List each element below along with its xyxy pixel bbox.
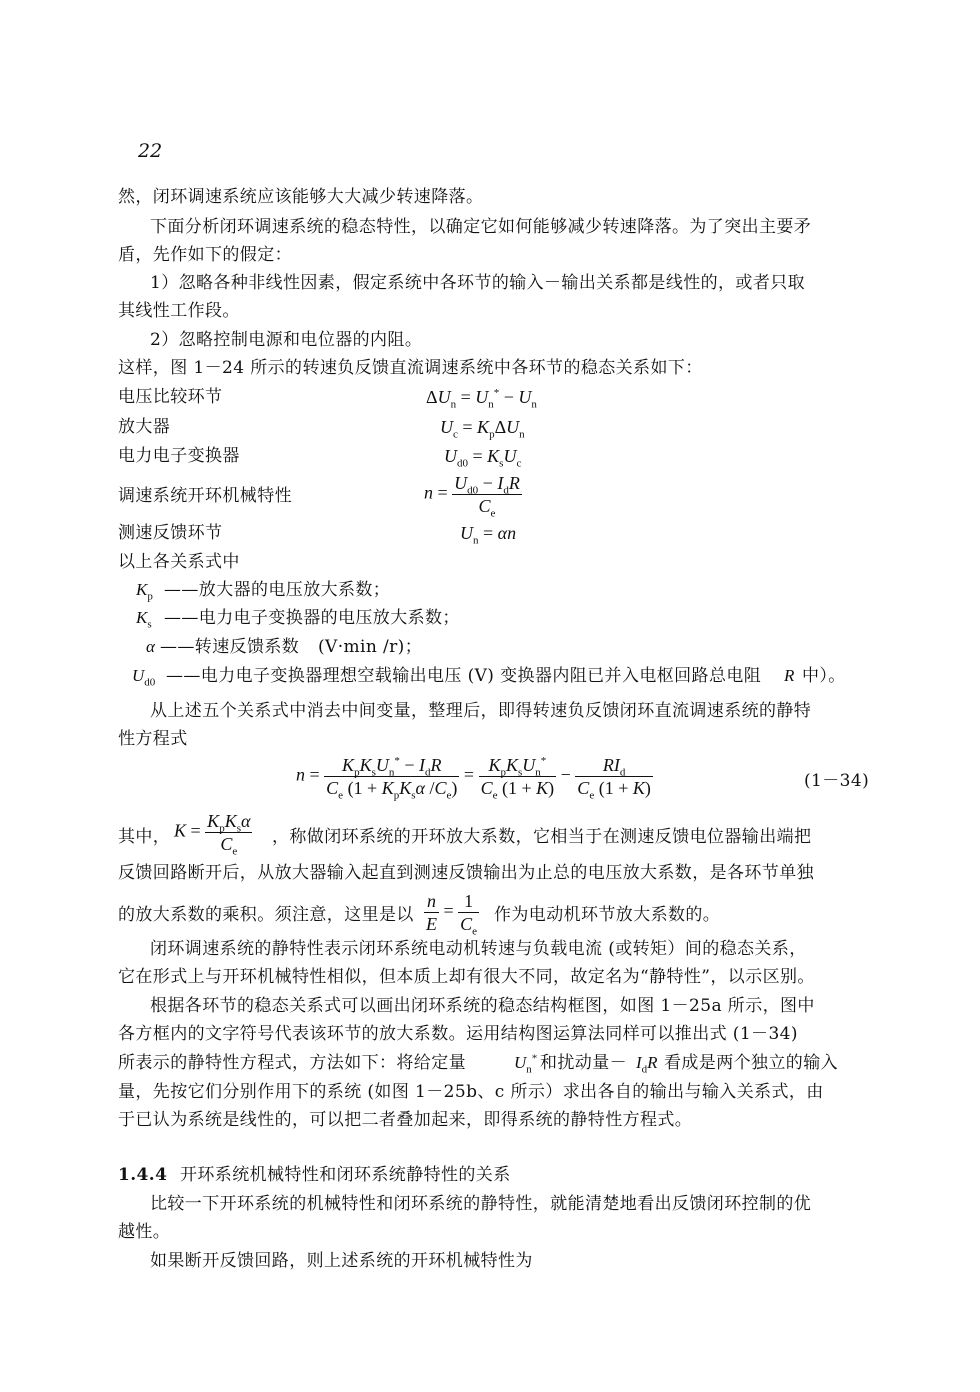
paragraph-line: 根据各环节的稳态关系式可以画出闭环系统的稳态结构框图，如图 1－25a 所示，图中 bbox=[150, 996, 815, 1016]
relation-label: 调速系统开环机械特性 bbox=[118, 486, 292, 506]
equation-n-over-e: $\frac{n}{E}$ = $\frac{1}{C_e}$ bbox=[426, 891, 478, 938]
paragraph-line: 闭环调速系统的静特性表示闭环系统电动机转速与负载电流 (或转矩）间的稳态关系， bbox=[150, 939, 807, 959]
relation-label: 电压比较环节 bbox=[118, 387, 223, 407]
paragraph-line: 的放大系数的乘积。须注意，这里是以 bbox=[118, 905, 414, 925]
definition-ks: ——电力电子变换器的电压放大系数； bbox=[164, 608, 460, 628]
paragraph-line: 越性。 bbox=[118, 1222, 171, 1242]
symbol-r: R bbox=[784, 666, 795, 685]
paragraph-line: 量，先按它们分别作用下的系统 (如图 1－25b、c 所示）求出各自的输出与输入关系式，由 bbox=[118, 1082, 824, 1102]
paragraph-line: 作为电动机环节放大系数的。 bbox=[494, 905, 721, 925]
paragraph-line: ，称做闭环系统的开环放大系数，它相当于在测速反馈电位器输出端把 bbox=[272, 827, 812, 847]
paragraph-line: 所表示的静特性方程式，方法如下：将给定量 bbox=[118, 1053, 466, 1073]
paragraph-line: 以上各关系式中 bbox=[118, 552, 240, 572]
paragraph-line: 于已认为系统是线性的，可以把二者叠加起来，即得系统的静特性方程式。 bbox=[118, 1110, 693, 1130]
symbol-idr: $I_dR$ bbox=[636, 1053, 658, 1076]
paragraph-line: 比较一下开环系统的机械特性和闭环系统的静特性，就能清楚地看出反馈闭环控制的优 bbox=[150, 1194, 812, 1214]
symbol-un-star: $U_n^*$ bbox=[514, 1052, 538, 1076]
definition-alpha: ——转速反馈系数 bbox=[160, 637, 300, 657]
paragraph-line: 性方程式 bbox=[118, 729, 188, 749]
definition-alpha-unit: (V·min /r)； bbox=[318, 637, 423, 657]
paragraph-line: 如果断开反馈回路，则上述系统的开环机械特性为 bbox=[150, 1251, 533, 1271]
equation-k: K = $\frac{K_pK_s\alpha}{C_e}$ bbox=[174, 811, 251, 858]
paragraph-line: 盾，先作如下的假定： bbox=[118, 245, 292, 265]
assumption-2: 2）忽略控制电源和电位器的内阻。 bbox=[150, 330, 423, 350]
symbol-kp: $K_p$ bbox=[136, 580, 153, 603]
paragraph-line: 看成是两个独立的输入 bbox=[664, 1053, 838, 1073]
paragraph-line: 其线性工作段。 bbox=[118, 301, 240, 321]
definition-ud0: ——电力电子变换器理想空载输出电压 (V) 变换器内阻已并入电枢回路总电阻 bbox=[166, 666, 762, 686]
paragraph-line: 这样，图 1－24 所示的转速负反馈直流调速系统中各环节的稳态关系如下： bbox=[118, 358, 703, 378]
equation-feedback: $U_n = \alpha n$ bbox=[460, 523, 517, 547]
symbol-alpha: α bbox=[146, 637, 155, 656]
paragraph-line: 其中， bbox=[118, 827, 171, 847]
paragraph-line: 然，闭环调速系统应该能够大大减少转速降落。 bbox=[118, 187, 484, 207]
paragraph-line: 和扰动量－ bbox=[540, 1053, 627, 1073]
symbol-ud0: $U_{d0}$ bbox=[132, 666, 156, 689]
equation-1-34: n = $\frac{K_pK_sU_n^* - I_dR}{C_e (1 + K_pK_s\alpha /C_e)}$ = $\frac{K_pK_sU_n^*}{C_e (1 + K)}$ − $\frac{RI_d}{C_e (1 + K)}$ bbox=[296, 755, 651, 802]
equation-uc: $U_c = K_p\Delta U_n$ bbox=[440, 417, 525, 441]
paragraph-line: 它在形式上与开环机械特性相似，但本质上却有很大不同，故定名为“静特性”，以示区别。 bbox=[118, 967, 815, 987]
definition-kp: ——放大器的电压放大系数； bbox=[164, 580, 391, 600]
assumption-1: 1）忽略各种非线性因素，假定系统中各环节的输入－输出关系都是线性的，或者只取 bbox=[150, 273, 806, 293]
paragraph-line: 反馈回路断开后，从放大器输入起直到测速反馈输出为止总的电压放大系数，是各环节单独 bbox=[118, 863, 814, 883]
equation-number: (1－34) bbox=[804, 771, 870, 791]
relation-label: 放大器 bbox=[118, 417, 171, 437]
paragraph-line: 下面分析闭环调速系统的稳态特性，以确定它如何能够减少转速降落。为了突出主要矛 bbox=[150, 217, 812, 237]
symbol-ks: $K_s$ bbox=[136, 608, 152, 631]
definition-ud0-end: 中）。 bbox=[802, 666, 846, 686]
equation-delta-un: $\Delta U_n = U_n^* - U_n$ bbox=[426, 387, 537, 411]
page-number: 22 bbox=[138, 140, 163, 162]
paragraph-line: 各方框内的文字符号代表该环节的放大系数。运用结构图运算法同样可以推出式 (1－34) bbox=[118, 1024, 798, 1044]
equation-open-loop: n = $\frac{U_{d0} - I_dR}{C_e}$ bbox=[424, 473, 520, 520]
relation-label: 测速反馈环节 bbox=[118, 523, 223, 543]
section-title: 开环系统机械特性和闭环系统静特性的关系 bbox=[180, 1165, 511, 1185]
equation-ud0: $U_{d0} = K_sU_c$ bbox=[444, 446, 522, 470]
paragraph-line: 从上述五个关系式中消去中间变量，整理后，即得转速负反馈闭环直流调速系统的静特 bbox=[150, 701, 812, 721]
section-number: 1.4.4 bbox=[118, 1165, 168, 1185]
relation-label: 电力电子变换器 bbox=[118, 446, 240, 466]
